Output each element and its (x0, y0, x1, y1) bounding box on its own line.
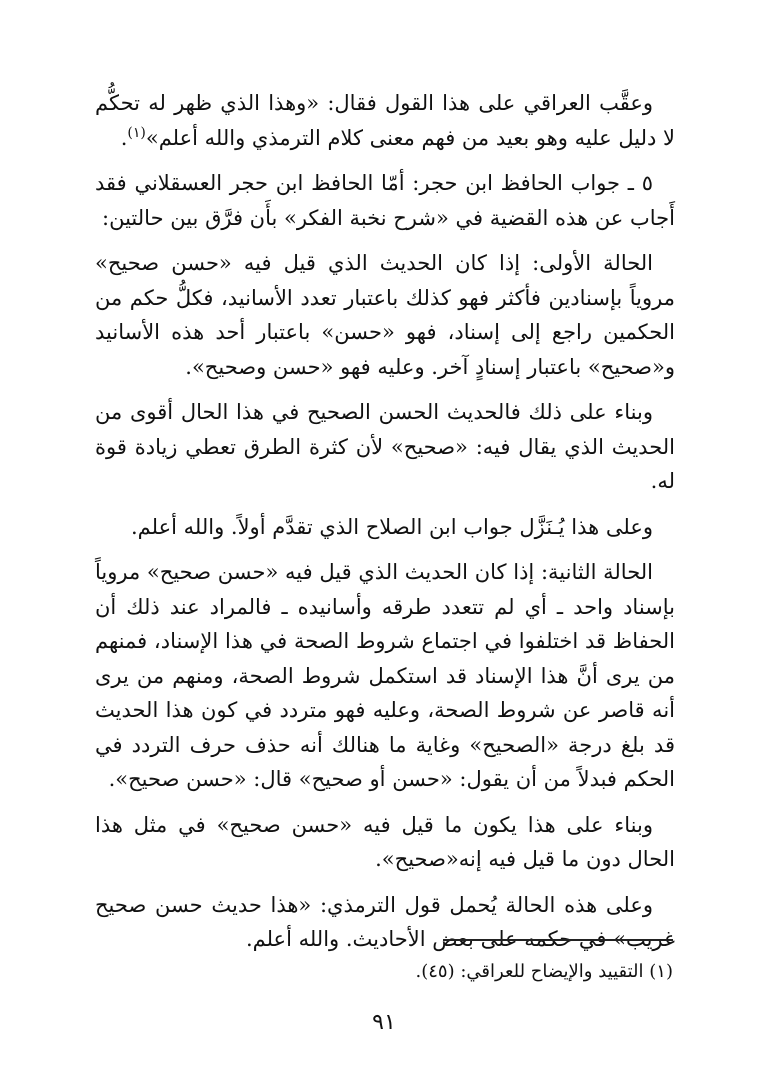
footnote: (١) التقييد والإيضاح للعراقي: (٤٥). (415, 961, 673, 982)
paragraph-tirmidhi-saying: وعلى هذه الحالة يُحمل قول الترمذي: «هذا حديث حسن صحيح غريب» في حكمه على بعض الأحاديث. والله أعلم. (95, 892, 675, 951)
paragraph-text: وعقَّب العراقي على هذا القول فقال: «وهذا الذي ظهر له تحكُّم لا دليل عليه وهو بعيد من فهم معنى كلام الترمذي والله أعلم» (95, 91, 675, 150)
page-body (95, 86, 675, 968)
paragraph-ibn-salah: وعلى هذا يُـنَزَّل جواب ابن الصلاح الذي تقدَّم أولاً. والله أعلم. (131, 514, 653, 539)
page-number: ٩١ (372, 1010, 396, 1035)
paragraph-second-case: الحالة الثانية: إذا كان الحديث الذي قيل فيه «حسن صحيح» مروياً بإسناد واحد ـ أي لم تتعدد طرقه وأسانيده ـ فالمراد عند ذلك أن الحفاظ قد اختلفوا في اجتماع شروط الصحة في هذا الإسناد، فمنهم من يرى أنَّ هذا الإسناد قد استكمل شروط الصحة، ومنهم من يرى أنه قاصر عن شروط الصحة، وعليه فهو متردد في كون هذا الحديث قد بلغ درجة «الصحيح» وغاية ما هنالك أنه حذف حرف التردد في الحكم فبدلاً من أن يقول: «حسن أو صحيح» قال: «حسن صحيح». (95, 560, 675, 791)
paragraph-first-case: الحالة الأولى: إذا كان الحديث الذي قيل فيه «حسن صحيح» مروياً بإسنادين فأكثر فهو كذلك باعتبار تعدد الأسانيد، فكلُّ حكم من الحكمين راجع إلى إسناد، فهو «حسن» باعتبار أحد هذه الأسانيد و«صحيح» باعتبار إسنادٍ آخر. وعليه فهو «حسن وصحيح». (95, 251, 675, 379)
footnote-divider (443, 939, 673, 941)
paragraph-trailing: . (120, 125, 128, 150)
paragraph-ibn-hajar-answer: ٥ ـ جواب الحافظ ابن حجر: أمّا الحافظ ابن حجر العسقلاني فقد أَجاب عن هذه القضية في «شرح نخبة الفكر» بأَن فرَّق بين حالتين: (95, 171, 675, 230)
paragraph-consequence-first: وبناء على ذلك فالحديث الحسن الصحيح في هذا الحال أقوى من الحديث الذي يقال فيه: «صحيح» لأن كثرة الطرق تعطي زيادة قوة له. (95, 400, 675, 493)
footnote-marker: (١) (127, 124, 146, 141)
paragraph-consequence-second: وبناء على هذا يكون ما قيل فيه «حسن صحيح» في مثل هذا الحال دون ما قيل فيه إنه«صحيح». (95, 812, 675, 871)
paragraph-iraqi-comment (95, 86, 675, 155)
